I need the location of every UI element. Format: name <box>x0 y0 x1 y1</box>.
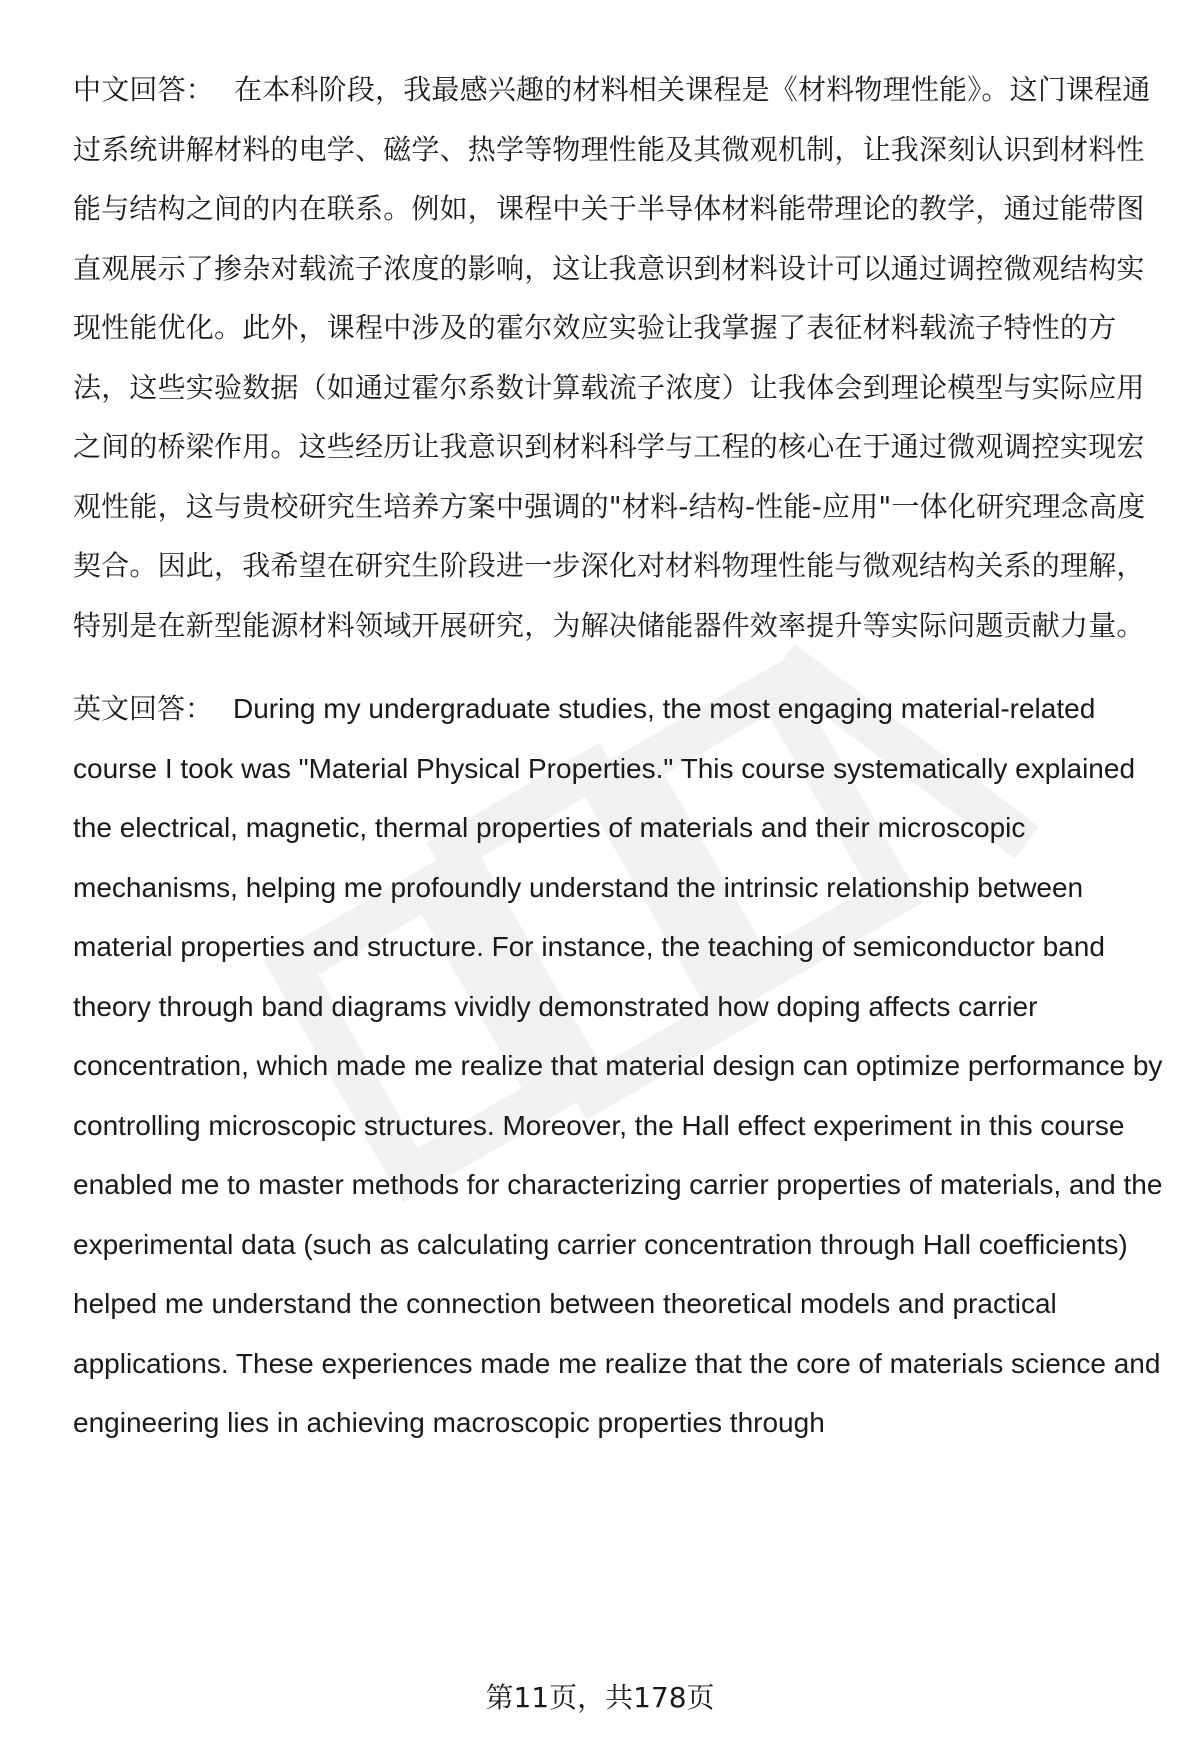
page-number-footer: 第11页，共178页 <box>485 1681 715 1714</box>
chinese-answer-label: 中文回答： <box>73 73 215 106</box>
chinese-answer-paragraph <box>73 60 1163 655</box>
chinese-answer-text: 在本科阶段，我最感兴趣的材料相关课程是《材料物理性能》。这门课程通过系统讲解材料的电学、磁学、热学等物理性能及其微观机制，让我深刻认识到材料性能与结构之间的内在联系。例如，课程中关于半导体材料能带理论的教学，通过能带图直观展示了掺杂对载流子浓度的影响，这让我意识到材料设计可以通过调控微观结构实现性能优化。此外，课程中涉及的霍尔效应实验让我掌握了表征材料载流子特性的方法，这些实验数据（如通过霍尔系数计算载流子浓度）让我体会到理论模型与实际应用之间的桥梁作用。这些经历让我意识到材料科学与工程的核心在于通过微观调控实现宏观性能，这与贵校研究生培养方案中强调的"材料-结构-性能-应用"一体化研究理念高度契合。因此，我希望在研究生阶段进一步深化对材料物理性能与微观结构关系的理解，特别是在新型能源材料领域开展研究，为解决储能器件效率提升等实际问题贡献力量。 <box>73 73 1151 642</box>
english-answer-paragraph <box>73 679 1163 1453</box>
english-answer-text: During my undergraduate studies, the most engaging material-related course I took was "Material Physical Properties." This course systematically explained the electrical, magnetic, thermal properties of materials and their microscopic mechanisms, helping me profoundly understand the intrinsic relationship between material properties and structure. For instance, the teaching of semiconductor band theory through band diagrams vividly demonstrated how doping affects carrier concentration, which made me realize that material design can optimize performance by controlling microscopic structures. Moreover, the Hall effect experiment in this course enabled me to master methods for characterizing carrier properties of materials, and the experimental data (such as calculating carrier concentration through Hall coefficients) helped me understand the connection between theoretical models and practical applications. These experiences made me realize that the core of materials science and engineering lies in achieving macroscopic properties through <box>73 693 1163 1438</box>
english-answer-label: 英文回答： <box>73 692 214 725</box>
document-body <box>73 60 1163 1453</box>
